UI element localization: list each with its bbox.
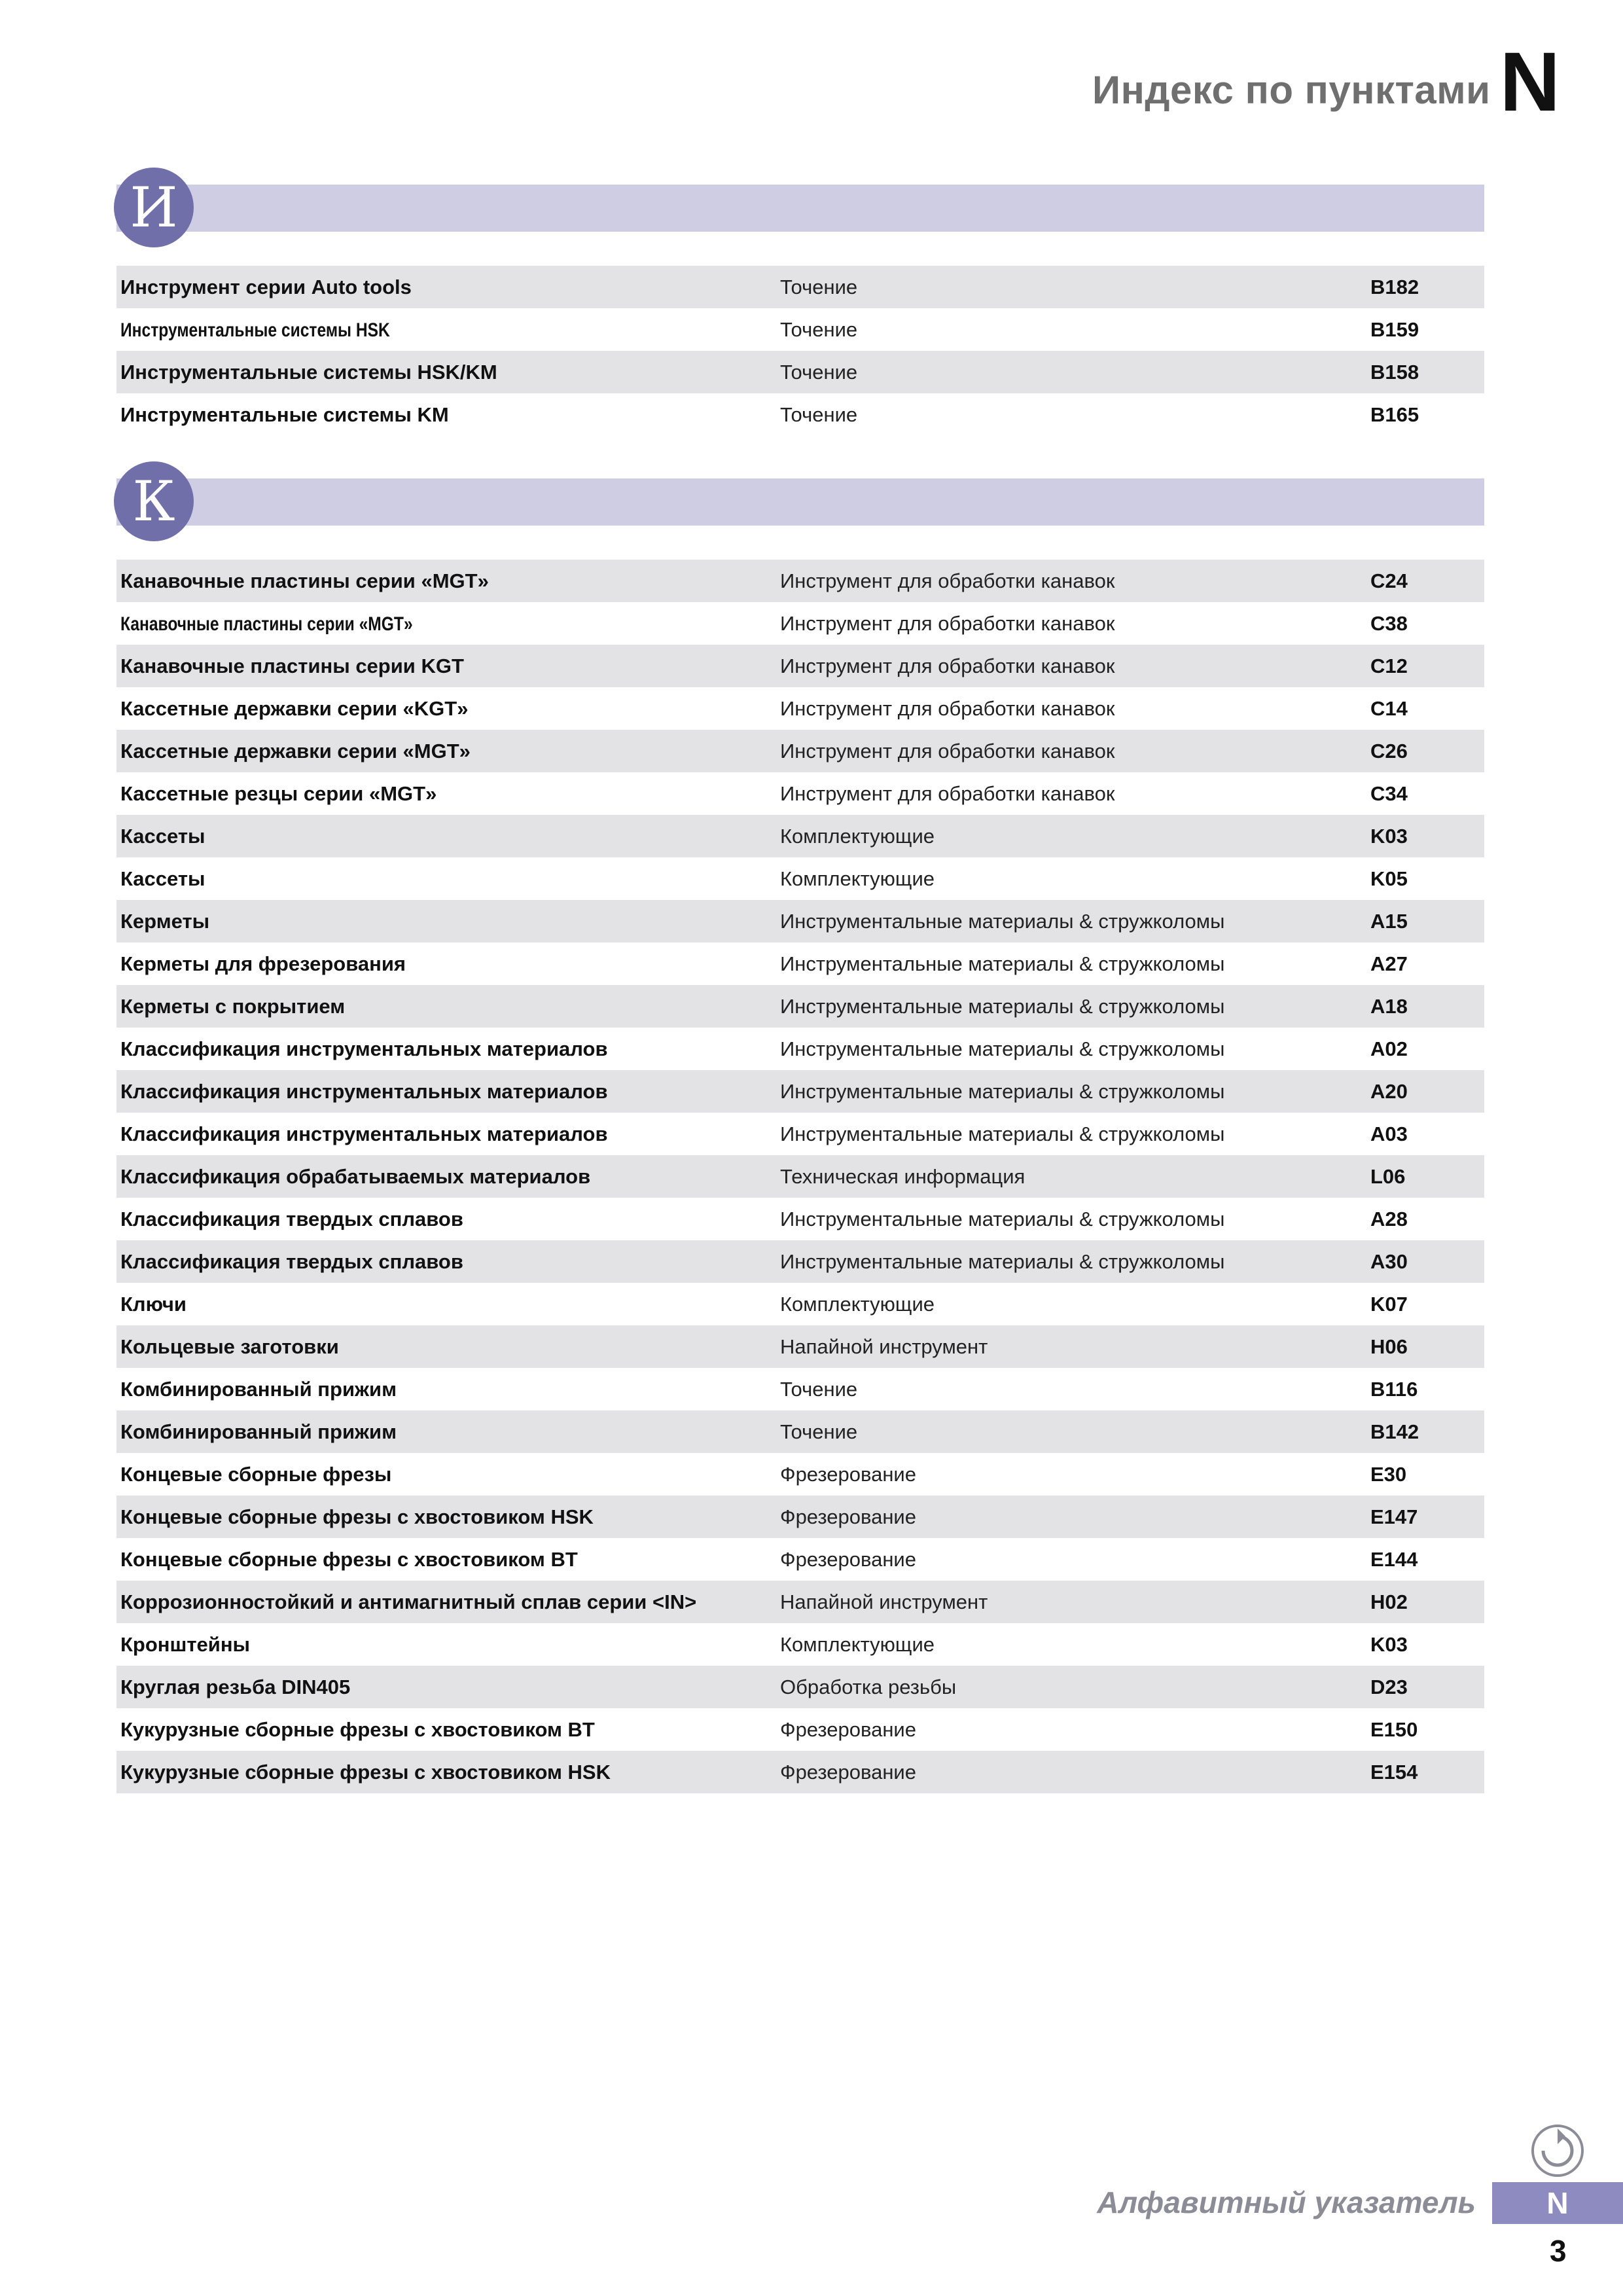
entry-category: Точение — [780, 360, 858, 384]
entry-name: Инструментальные системы HSK/KM — [120, 360, 497, 384]
entry-cell — [116, 569, 780, 593]
table-row — [116, 985, 1484, 1028]
entry-category: Фрезерование — [780, 1760, 916, 1784]
entry-name: Концевые сборные фрезы — [120, 1462, 392, 1486]
table-row — [116, 351, 1484, 393]
table-row — [116, 730, 1484, 772]
entry-category: Инструментальные материалы & стружколомы — [780, 1207, 1225, 1230]
footer-section-name: Алфавитный указатель — [1097, 2185, 1476, 2219]
entry-cell — [116, 1676, 780, 1699]
entry-page: C34 — [1370, 781, 1408, 805]
entry-page: E154 — [1370, 1760, 1418, 1784]
entry-name: Классификация инструментальных материалов — [120, 1122, 608, 1145]
entry-category: Инструментальные материалы & стружколомы — [780, 1037, 1225, 1060]
entry-page: B158 — [1370, 360, 1419, 384]
entry-category: Инструмент для обработки канавок — [780, 696, 1115, 720]
page-number: 3 — [1550, 2234, 1567, 2268]
table-row — [116, 266, 1484, 308]
entry-cell — [116, 1548, 780, 1571]
entry-category: Точение — [780, 1420, 858, 1443]
entry-category: Фрезерование — [780, 1462, 916, 1486]
table-row — [116, 393, 1484, 436]
entry-category: Инструментальные материалы & стружколомы — [780, 1122, 1225, 1145]
table-row — [116, 1283, 1484, 1325]
entry-cell — [116, 1420, 780, 1444]
table-row — [116, 1240, 1484, 1283]
entry-cell — [116, 782, 780, 806]
entry-cell — [116, 1718, 780, 1742]
entry-cell — [116, 697, 780, 721]
index-table-i — [116, 266, 1484, 436]
table-row — [116, 645, 1484, 687]
entry-page: K05 — [1370, 867, 1408, 890]
refresh-icon — [1525, 2115, 1590, 2181]
entry-cell — [116, 1208, 780, 1231]
entry-category: Инструмент для обработки канавок — [780, 569, 1115, 592]
entry-page: C12 — [1370, 654, 1408, 677]
entry-cell — [116, 1378, 780, 1401]
entry-category: Фрезерование — [780, 1547, 916, 1571]
entry-page: D23 — [1370, 1675, 1408, 1698]
entry-name: Кассетные державки серии «KGT» — [120, 696, 469, 720]
entry-cell — [116, 1335, 780, 1359]
entry-category: Комплектующие — [780, 867, 935, 890]
table-row — [116, 1325, 1484, 1368]
entry-page: K03 — [1370, 1632, 1408, 1656]
table-row — [116, 1623, 1484, 1666]
entry-name: Керметы — [120, 909, 210, 933]
entry-category: Фрезерование — [780, 1505, 916, 1528]
entry-category: Инструментальные материалы & стружколомы — [780, 909, 1225, 933]
entry-category: Инструментальные материалы & стружколомы — [780, 952, 1225, 975]
entry-name: Кукурузные сборные фрезы с хвостовиком HSK — [120, 1760, 611, 1784]
entry-category: Инструментальные материалы & стружколомы — [780, 1249, 1225, 1273]
section-badge-i: И — [114, 168, 194, 247]
entry-cell — [116, 867, 780, 891]
entry-name: Круглая резьба DIN405 — [120, 1675, 351, 1698]
entry-cell — [116, 952, 780, 976]
entry-category: Точение — [780, 403, 858, 426]
entry-category: Инструмент для обработки канавок — [780, 611, 1115, 635]
entry-page: C26 — [1370, 739, 1408, 762]
entry-category: Фрезерование — [780, 1717, 916, 1741]
entry-page: E144 — [1370, 1547, 1418, 1571]
entry-category: Напайной инструмент — [780, 1335, 988, 1358]
page-title: Индекс по пунктами — [1092, 68, 1491, 112]
entry-name: Классификация твердых сплавов — [120, 1249, 463, 1273]
entry-page: E150 — [1370, 1717, 1418, 1741]
table-row — [116, 1666, 1484, 1708]
entry-cell — [116, 740, 780, 763]
entry-cell — [116, 318, 780, 342]
page-letter: N — [1499, 35, 1560, 129]
entry-page: A28 — [1370, 1207, 1408, 1230]
entry-name: Керметы с покрытием — [120, 994, 346, 1018]
table-row — [116, 1028, 1484, 1070]
entry-name: Комбинированный прижим — [120, 1377, 397, 1401]
entry-cell — [116, 1463, 780, 1486]
entry-page: B182 — [1370, 275, 1419, 298]
table-row — [116, 1198, 1484, 1240]
entry-category: Комплектующие — [780, 824, 935, 848]
entry-name: Кассеты — [120, 867, 205, 890]
entry-cell — [116, 361, 780, 384]
table-row — [116, 1751, 1484, 1793]
table-row — [116, 857, 1484, 900]
entry-name: Коррозионностойкий и антимагнитный сплав серии <IN> — [120, 1590, 697, 1613]
entry-cell — [116, 1080, 780, 1103]
entry-category: Инструмент для обработки канавок — [780, 739, 1115, 762]
entry-category: Точение — [780, 317, 858, 341]
entry-name: Инструментальные системы HSK — [120, 319, 390, 341]
entry-cell — [116, 1761, 780, 1784]
section-band-k — [116, 478, 1484, 526]
entry-category: Инструментальные материалы & стружколомы — [780, 1079, 1225, 1103]
entry-name: Концевые сборные фрезы с хвостовиком BT — [120, 1547, 578, 1571]
table-row — [116, 942, 1484, 985]
table-row — [116, 772, 1484, 815]
entry-name: Керметы для фрезерования — [120, 952, 406, 975]
entry-page: A27 — [1370, 952, 1408, 975]
entry-cell — [116, 995, 780, 1018]
entry-name: Кольцевые заготовки — [120, 1335, 339, 1358]
table-row — [116, 1070, 1484, 1113]
entry-category: Инструмент для обработки канавок — [780, 654, 1115, 677]
entry-name: Концевые сборные фрезы с хвостовиком HSK — [120, 1505, 594, 1528]
entry-category: Техническая информация — [780, 1164, 1026, 1188]
entry-page: C24 — [1370, 569, 1408, 592]
table-row — [116, 1538, 1484, 1581]
entry-name: Комбинированный прижим — [120, 1420, 397, 1443]
entry-cell — [116, 1037, 780, 1061]
entry-cell — [116, 612, 780, 636]
entry-category: Точение — [780, 1377, 858, 1401]
entry-cell — [116, 1165, 780, 1189]
entry-page: B142 — [1370, 1420, 1419, 1443]
table-row — [116, 602, 1484, 645]
section-band-i — [116, 185, 1484, 232]
entry-page: C38 — [1370, 611, 1408, 635]
entry-page: C14 — [1370, 696, 1408, 720]
entry-name: Канавочные пластины серии KGT — [120, 654, 464, 677]
entry-page: E147 — [1370, 1505, 1418, 1528]
entry-name: Канавочные пластины серии «MGT» — [120, 569, 489, 592]
entry-category: Обработка резьбы — [780, 1675, 957, 1698]
entry-name: Классификация обрабатываемых материалов — [120, 1164, 591, 1188]
entry-category: Инструмент для обработки канавок — [780, 781, 1115, 805]
entry-category: Комплектующие — [780, 1632, 935, 1656]
entry-cell — [116, 1250, 780, 1274]
entry-name: Классификация инструментальных материалов — [120, 1079, 608, 1103]
entry-cell — [116, 910, 780, 933]
entry-name: Ключи — [120, 1292, 187, 1316]
entry-page: B159 — [1370, 317, 1419, 341]
entry-page: A30 — [1370, 1249, 1408, 1273]
entry-cell — [116, 276, 780, 299]
entry-name: Классификация инструментальных материалов — [120, 1037, 608, 1060]
entry-cell — [116, 1122, 780, 1146]
entry-page: A03 — [1370, 1122, 1408, 1145]
entry-cell — [116, 403, 780, 427]
entry-cell — [116, 655, 780, 678]
entry-page: A18 — [1370, 994, 1408, 1018]
table-row — [116, 1113, 1484, 1155]
table-row — [116, 1496, 1484, 1538]
entry-name: Кассетные резцы серии «MGT» — [120, 781, 437, 805]
table-row — [116, 900, 1484, 942]
entry-name: Инструментальные системы KM — [120, 403, 449, 426]
entry-page: E30 — [1370, 1462, 1407, 1486]
entry-name: Инструмент серии Auto tools — [120, 275, 412, 298]
table-row — [116, 308, 1484, 351]
entry-page: B165 — [1370, 403, 1419, 426]
entry-page: L06 — [1370, 1164, 1406, 1188]
entry-category: Точение — [780, 275, 858, 298]
entry-page: A15 — [1370, 909, 1408, 933]
table-row — [116, 1581, 1484, 1623]
page-header — [1092, 35, 1560, 129]
table-row — [116, 560, 1484, 602]
entry-page: A02 — [1370, 1037, 1408, 1060]
entry-page: H02 — [1370, 1590, 1408, 1613]
entry-name: Канавочные пластины серии «MGT» — [120, 613, 413, 635]
entry-page: B116 — [1370, 1377, 1418, 1401]
entry-page: K03 — [1370, 824, 1408, 848]
entry-name: Кронштейны — [120, 1632, 251, 1656]
entry-cell — [116, 1505, 780, 1529]
table-row — [116, 1708, 1484, 1751]
entry-category: Комплектующие — [780, 1292, 935, 1316]
table-row — [116, 1155, 1484, 1198]
entry-cell — [116, 1590, 780, 1614]
entry-name: Кассеты — [120, 824, 205, 848]
table-row — [116, 1368, 1484, 1410]
table-row — [116, 687, 1484, 730]
entry-cell — [116, 1633, 780, 1657]
table-row — [116, 1453, 1484, 1496]
entry-page: A20 — [1370, 1079, 1408, 1103]
entry-name: Кассетные державки серии «MGT» — [120, 739, 471, 762]
index-table-k — [116, 560, 1484, 1793]
entry-page: K07 — [1370, 1292, 1408, 1316]
table-row — [116, 815, 1484, 857]
entry-cell — [116, 825, 780, 848]
entry-category: Инструментальные материалы & стружколомы — [780, 994, 1225, 1018]
entry-name: Классификация твердых сплавов — [120, 1207, 463, 1230]
table-row — [116, 1410, 1484, 1453]
entry-category: Напайной инструмент — [780, 1590, 988, 1613]
entry-page: H06 — [1370, 1335, 1408, 1358]
section-badge-k: К — [114, 461, 194, 541]
entry-cell — [116, 1293, 780, 1316]
footer-tab: N — [1492, 2182, 1623, 2224]
entry-name: Кукурузные сборные фрезы с хвостовиком BT — [120, 1717, 595, 1741]
